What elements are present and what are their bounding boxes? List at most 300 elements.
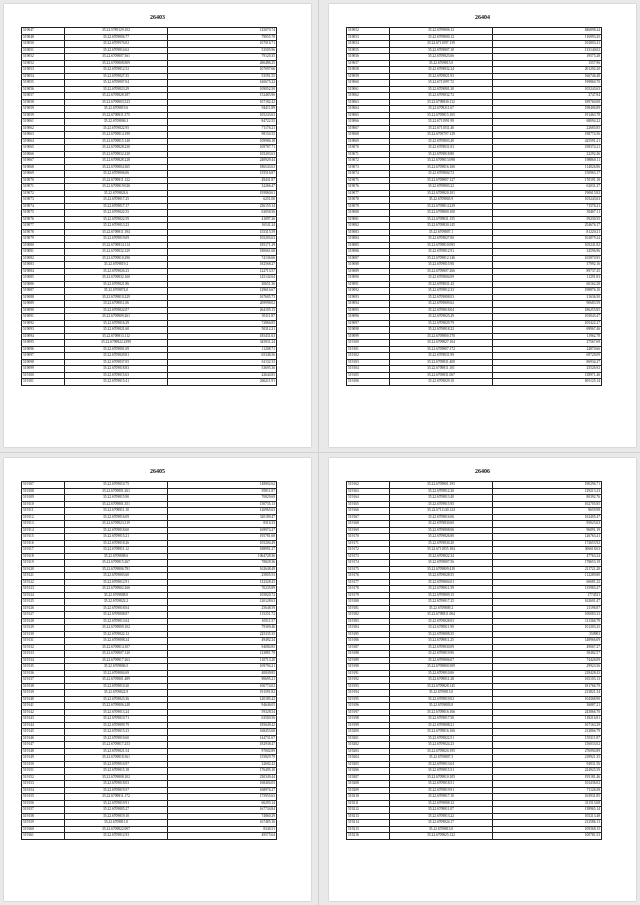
row-timestamp: 35.22.6709806.5: [65, 664, 168, 671]
row-timestamp: 35.22.6709804.09: [390, 275, 493, 282]
row-timestamp: 35.22.6709831.99: [390, 353, 493, 360]
row-amount: 109368.15: [493, 826, 602, 833]
row-timestamp: 35.22.6709830.09: [390, 644, 493, 651]
row-id: 519108: [22, 488, 65, 495]
row-id: 519146: [22, 735, 65, 742]
row-id: 519059: [22, 106, 65, 113]
ledger-table: [346, 481, 602, 840]
row-timestamp: 35.22.6709809.62: [390, 301, 493, 308]
row-amount: 79309.46: [168, 625, 277, 632]
row-timestamp: 35.22.6709822.9: [65, 690, 168, 697]
row-timestamp: 35.22.6709804.72: [390, 171, 493, 178]
row-amount: 74860.29: [168, 813, 277, 820]
row-id: 519084: [22, 268, 65, 275]
row-timestamp: 35.22.6709807.561: [65, 54, 168, 61]
row-timestamp: 35.22.6709810.229: [65, 294, 168, 301]
row-timestamp: 35.22.6709819.026: [65, 184, 168, 191]
row-amount: 266211.91: [168, 379, 277, 386]
row-timestamp: 35.22.6709819.09: [65, 236, 168, 243]
row-timestamp: 35.22.6709832.230: [65, 151, 168, 158]
row-amount: 58482.57: [493, 651, 602, 658]
row-id: 519112: [22, 514, 65, 521]
row-amount: 201292.20: [493, 67, 602, 74]
row-timestamp: 35.22.6709818.04: [65, 605, 168, 612]
row-id: 519170: [347, 534, 390, 541]
row-id: 519173: [347, 553, 390, 560]
row-timestamp: 35.22.6709808.102: [65, 774, 168, 781]
row-timestamp: 35.22.6709797.129: [390, 132, 493, 139]
row-amount: 211721.20: [493, 566, 602, 573]
row-timestamp: 35.22.6709807.266: [390, 268, 493, 275]
row-id: 519083: [347, 229, 390, 236]
row-amount: 138971.46: [493, 372, 602, 379]
row-amount: 276994.89: [493, 748, 602, 755]
row-timestamp: 35.22.6709808.0: [65, 592, 168, 599]
row-id: 519191: [347, 670, 390, 677]
page-title: 26404: [475, 15, 490, 21]
row-amount: 132328.43: [168, 579, 277, 586]
row-id: 519181: [347, 605, 390, 612]
row-timestamp: 35.22.6709822.95: [65, 125, 168, 132]
row-amount: 71176.21: [168, 125, 277, 132]
row-amount: 1774531: [493, 592, 602, 599]
row-id: 519211: [347, 800, 390, 807]
row-amount: 188991.27: [168, 547, 277, 554]
row-timestamp: 35.22.6709807.127: [390, 177, 493, 184]
row-timestamp: 35.22.6709828.228: [65, 158, 168, 165]
row-amount: 95811.87: [168, 488, 277, 495]
row-timestamp: 35.22.6709814.62: [65, 47, 168, 54]
row-timestamp: 35.22.6709827.104: [390, 340, 493, 347]
row-id: 519076: [22, 216, 65, 223]
row-timestamp: 35.22.6709819.91: [390, 787, 493, 794]
row-amount: 78828.36: [168, 560, 277, 567]
row-id: 519168: [347, 521, 390, 528]
row-amount: 175955.63: [168, 794, 277, 801]
row-amount: 36887.21: [493, 703, 602, 710]
row-amount: 311513.68: [493, 800, 602, 807]
row-timestamp: 35.22.6709818.26: [65, 540, 168, 547]
row-id: 519160: [22, 826, 65, 833]
row-id: 519214: [347, 820, 390, 827]
row-timestamp: 35.22.6709809.15: [390, 592, 493, 599]
row-id: 519120: [22, 566, 65, 573]
row-timestamp: 35.22.6709818.83: [65, 366, 168, 373]
row-timestamp: 35.22.5789129.102: [65, 28, 168, 35]
row-id: 519074: [347, 171, 390, 178]
table-row: [347, 833, 602, 840]
row-amount: 39467.11: [493, 210, 602, 217]
row-timestamp: 35.22.6709811.101: [390, 366, 493, 373]
row-timestamp: 35.22.6709806.07: [390, 657, 493, 664]
row-id: 519197: [347, 709, 390, 716]
row-amount: 167605.73: [168, 294, 277, 301]
row-timestamp: 35.22.6709826.23: [65, 268, 168, 275]
row-id: 519169: [347, 527, 390, 534]
row-amount: 24870.66: [493, 346, 602, 353]
row-timestamp: 35.22.6709806.06: [65, 171, 168, 178]
row-timestamp: 35.22.6709808.21: [390, 722, 493, 729]
row-id: 519196: [347, 703, 390, 710]
row-timestamp: 35.22.6709822.55: [65, 210, 168, 217]
row-amount: 236155.14: [168, 203, 277, 210]
row-amount: 70829.69: [168, 495, 277, 502]
row-amount: 168453.68: [168, 729, 277, 736]
row-amount: 102803.41: [493, 41, 602, 48]
row-id: 519216: [347, 833, 390, 840]
row-timestamp: 35.22.6709830.112: [390, 99, 493, 106]
row-id: 519086: [347, 249, 390, 256]
row-amount: 105243.63: [168, 112, 277, 119]
row-id: 519085: [22, 275, 65, 282]
row-amount: 6251.00: [168, 197, 277, 204]
row-timestamp: 35.22.6709837.05: [65, 359, 168, 366]
row-timestamp: 35.22.6709812.33: [390, 288, 493, 295]
row-id: 519111: [22, 508, 65, 515]
row-id: 519128: [22, 618, 65, 625]
row-timestamp: 35.22.6709812.91: [390, 249, 493, 256]
row-id: 519099: [347, 333, 390, 340]
row-amount: 172653.92: [493, 540, 602, 547]
row-amount: 60162.28: [493, 281, 602, 288]
row-id: 519065: [347, 112, 390, 119]
row-amount: 320189.47: [168, 514, 277, 521]
row-amount: 254676.17: [493, 223, 602, 230]
row-timestamp: 35.22.6709822.59: [65, 216, 168, 223]
row-amount: 198374.21: [493, 145, 602, 152]
row-timestamp: 35.22.6709821.60: [65, 327, 168, 334]
row-id: 519053: [22, 67, 65, 74]
row-amount: 59230.55: [493, 216, 602, 223]
row-timestamp: 35.22.6709803.523: [65, 99, 168, 106]
row-id: 519193: [347, 683, 390, 690]
row-id: 519066: [347, 119, 390, 126]
row-id: 519077: [347, 190, 390, 197]
row-id: 519140: [22, 696, 65, 703]
row-id: 519095: [347, 307, 390, 314]
row-id: 519068: [22, 164, 65, 171]
row-amount: 264105.13: [168, 307, 277, 314]
row-timestamp: 35.22.6709813.0: [390, 826, 493, 833]
row-amount: 186543.63: [168, 164, 277, 171]
row-id: 519060: [347, 80, 390, 87]
row-timestamp: 35.22.6709807.120: [65, 651, 168, 658]
row-amount: 169974.27: [168, 527, 277, 534]
row-timestamp: 35.22.6709803.40: [390, 138, 493, 145]
row-timestamp: 35.22.6709813.04: [65, 618, 168, 625]
row-amount: 94646.05: [168, 703, 277, 710]
row-amount: 104368.90: [493, 696, 602, 703]
row-timestamp: 35.22.6709811.194: [65, 229, 168, 236]
row-amount: 94411.89: [168, 106, 277, 113]
table-row: [347, 379, 602, 386]
row-id: 519051: [22, 47, 65, 54]
row-timestamp: 35.22.6709811.59: [390, 586, 493, 593]
row-amount: 150963.17: [493, 171, 602, 178]
row-timestamp: 35.22.6709811.10: [65, 508, 168, 515]
row-amount: 79120.35: [168, 54, 277, 61]
row-id: 519175: [347, 566, 390, 573]
row-amount: 167734.84: [168, 807, 277, 814]
row-amount: 126763.41: [493, 534, 602, 541]
row-amount: 155311.87: [493, 735, 602, 742]
row-amount: 19575.28: [493, 54, 602, 61]
row-timestamp: 35.22.6709807.04: [65, 80, 168, 87]
page-26403: [4, 4, 311, 447]
row-id: 519184: [347, 625, 390, 632]
row-amount: 167163.29: [493, 722, 602, 729]
row-id: 519094: [22, 333, 65, 340]
row-timestamp: 35.22.6709803.22: [390, 184, 493, 191]
row-timestamp: 35.22.6709809.410: [390, 566, 493, 573]
row-timestamp: 35.22.6709815.90: [390, 262, 493, 269]
row-id: 519207: [347, 774, 390, 781]
row-amount: 610675.22: [168, 80, 277, 87]
row-amount: 95023.63: [493, 521, 602, 528]
row-id: 519167: [347, 514, 390, 521]
row-timestamp: 35.22.6709813.22: [390, 813, 493, 820]
row-id: 519129: [22, 625, 65, 632]
row-id: 519057: [347, 60, 390, 67]
row-id: 519047: [22, 28, 65, 35]
row-timestamp: 35.22.6709813.0: [390, 690, 493, 697]
row-amount: 100781.53: [493, 833, 602, 840]
row-id: 519198: [347, 716, 390, 723]
row-timestamp: 35.22.6709810.75: [65, 482, 168, 489]
row-amount: 63569.56: [168, 716, 277, 723]
row-id: 519078: [347, 197, 390, 204]
row-id: 519210: [347, 794, 390, 801]
row-id: 519064: [347, 106, 390, 113]
row-timestamp: 35.22.6709825.49: [390, 314, 493, 321]
row-id: 519048: [22, 34, 65, 41]
row-timestamp: 35.22.6709811.122: [65, 177, 168, 184]
row-id: 519075: [347, 177, 390, 184]
row-amount: 350903: [493, 631, 602, 638]
row-amount: 105213.48: [493, 813, 602, 820]
row-id: 519161: [22, 833, 65, 840]
row-amount: 105243.63: [493, 86, 602, 93]
row-amount: 30651.36: [168, 281, 277, 288]
row-id: 519077: [22, 223, 65, 230]
row-id: 519110: [22, 501, 65, 508]
row-amount: 129213.23: [493, 488, 602, 495]
row-id: 519061: [347, 86, 390, 93]
row-timestamp: 35.22.6709806.12: [390, 28, 493, 35]
row-id: 519080: [22, 242, 65, 249]
row-amount: 213821.34: [493, 690, 602, 697]
row-timestamp: 35.22.6709807.172: [390, 346, 493, 353]
row-timestamp: 35.22.6709811.06: [65, 301, 168, 308]
row-id: 519137: [22, 677, 65, 684]
row-timestamp: 35.22.6709211.67: [390, 106, 493, 113]
row-timestamp: 35.22.6709800.12: [390, 34, 493, 41]
row-id: 519102: [347, 353, 390, 360]
row-amount: 96091.19: [493, 527, 602, 534]
row-timestamp: 35.22.6709820.195: [390, 748, 493, 755]
row-amount: 240929.44: [168, 158, 277, 165]
row-id: 519162: [347, 482, 390, 489]
row-amount: 129616.67: [168, 288, 277, 295]
row-id: 519055: [22, 80, 65, 87]
row-timestamp: 35.22.6711031.46: [390, 125, 493, 132]
row-timestamp: 35.22.6709828.230: [65, 145, 168, 152]
row-id: 519069: [347, 138, 390, 145]
row-amount: 105203.63: [168, 151, 277, 158]
row-timestamp: 35.22.6709821.86: [65, 281, 168, 288]
row-timestamp: 35.22.6709811.0: [65, 820, 168, 827]
row-amount: 41097.26: [168, 216, 277, 223]
row-amount: 25805.53: [168, 573, 277, 580]
row-amount: 122713.57: [168, 268, 277, 275]
row-timestamp: 35.22.6709812.146: [390, 255, 493, 262]
row-id: 519071: [347, 151, 390, 158]
row-timestamp: 35.22.6709809.79: [65, 722, 168, 729]
row-timestamp: 35.22.6709810.296: [65, 255, 168, 262]
row-timestamp: 35.22.6709807.10: [390, 47, 493, 54]
row-id: 519098: [347, 327, 390, 334]
row-id: 519138: [22, 683, 65, 690]
row-amount: 195181.46: [493, 774, 602, 781]
row-amount: 71126.58: [493, 787, 602, 794]
row-timestamp: 35.22.6709810.105: [390, 774, 493, 781]
row-id: 519183: [347, 618, 390, 625]
row-amount: 218921.35: [493, 755, 602, 762]
row-amount: 63058.56: [168, 210, 277, 217]
row-amount: 2747.84: [493, 93, 602, 100]
row-id: 519177: [347, 579, 390, 586]
row-id: 519096: [347, 314, 390, 321]
row-id: 519064: [22, 138, 65, 145]
row-timestamp: 35.22.6709817.253: [65, 742, 168, 749]
row-timestamp: 35.22.6709827.35: [65, 73, 168, 80]
row-id: 519092: [22, 320, 65, 327]
row-amount: 16541.24: [168, 223, 277, 230]
row-timestamp: 35.22.6709831.400: [390, 359, 493, 366]
row-timestamp: 35.22.6709821.54: [65, 748, 168, 755]
row-id: 519149: [22, 755, 65, 762]
row-id: 519178: [347, 586, 390, 593]
row-amount: 105243.63: [493, 197, 602, 204]
row-timestamp: 35.22.6709815.105: [390, 112, 493, 119]
row-amount: 133140.02: [493, 47, 602, 54]
row-timestamp: 35.22.6709828.03: [390, 618, 493, 625]
row-amount: 107182.42: [168, 99, 277, 106]
row-timestamp: 35.22.6709831.067: [390, 372, 493, 379]
row-amount: 168404.05: [168, 781, 277, 788]
row-amount: 49431.87: [168, 177, 277, 184]
row-id: 519121: [22, 573, 65, 580]
row-amount: 105043.47: [493, 314, 602, 321]
row-amount: 22292.46: [493, 151, 602, 158]
row-amount: 49067.27: [493, 644, 602, 651]
row-amount: 74426.09: [493, 657, 602, 664]
row-id: 519091: [347, 281, 390, 288]
row-timestamp: 35.22.6709809.102: [65, 625, 168, 632]
row-timestamp: 35.22.6709829.10: [390, 379, 493, 386]
row-timestamp: 35.22.6709823.36: [65, 696, 168, 703]
row-amount: 145142.64: [168, 275, 277, 282]
row-id: 519122: [22, 579, 65, 586]
row-amount: 53695.36: [168, 366, 277, 373]
row-amount: 198860.11: [493, 158, 602, 165]
row-amount: 102879.24: [493, 236, 602, 243]
row-id: 519204: [347, 755, 390, 762]
row-id: 519105: [347, 372, 390, 379]
row-id: 519109: [22, 495, 65, 502]
table-row: [22, 833, 277, 840]
row-id: 519059: [22, 112, 65, 119]
row-timestamp: 35.22.6709826.80: [390, 534, 493, 541]
row-id: 519134: [22, 657, 65, 664]
row-timestamp: 35.22.6709816.29: [65, 320, 168, 327]
row-amount: 1064728.36: [168, 553, 277, 560]
row-timestamp: 35.22.6709824.23: [390, 742, 493, 749]
row-amount: 34596.96: [493, 249, 602, 256]
row-amount: 195860.61: [168, 190, 277, 197]
row-amount: 190615.82: [493, 190, 602, 197]
row-timestamp: 35.22.6709802.266: [65, 586, 168, 593]
row-timestamp: 35.22.6709822.12: [65, 631, 168, 638]
row-id: 519141: [22, 703, 65, 710]
row-amount: 185171.29: [168, 242, 277, 249]
row-id: 519054: [347, 41, 390, 48]
row-amount: 138965.14: [493, 807, 602, 814]
row-amount: 225335.35: [168, 631, 277, 638]
row-id: 519062: [347, 93, 390, 100]
row-id: 519079: [22, 236, 65, 243]
row-id: 519171: [347, 540, 390, 547]
row-amount: 155315.59: [168, 229, 277, 236]
row-id: 519154: [22, 787, 65, 794]
row-amount: 49492.24: [168, 638, 277, 645]
row-id: 519158: [22, 813, 65, 820]
row-id: 519055: [347, 47, 390, 54]
row-timestamp: 35.22.6709811.28: [390, 677, 493, 684]
row-timestamp: 35.22.6709801.261: [65, 488, 168, 495]
row-amount: 112289.80: [493, 573, 602, 580]
row-amount: 185649.42: [168, 722, 277, 729]
row-id: 519164: [347, 495, 390, 502]
row-amount: 199860.70: [493, 80, 602, 87]
row-amount: 212866.79: [493, 729, 602, 736]
row-amount: 8340.51: [168, 826, 277, 833]
row-id: 519133: [22, 651, 65, 658]
row-timestamp: 35.22.6709814.114: [65, 242, 168, 249]
row-id: 519107: [22, 482, 65, 489]
row-timestamp: 35.22.6709811.12: [65, 547, 168, 554]
row-amount: 8316.33: [168, 521, 277, 528]
page-26404: [329, 4, 636, 447]
row-id: 519131: [22, 638, 65, 645]
row-id: 519052: [22, 54, 65, 61]
row-timestamp: 35.22.6709822.07: [65, 307, 168, 314]
row-amount: 155516.87: [168, 171, 277, 178]
row-id: 519144: [22, 722, 65, 729]
row-id: 519079: [347, 203, 390, 210]
row-id: 519123: [22, 586, 65, 593]
row-timestamp: 35.22.6709808.06: [390, 527, 493, 534]
row-id: 519206: [347, 768, 390, 775]
row-id: 519166: [347, 508, 390, 515]
row-amount: 198406.89: [493, 106, 602, 113]
row-amount: 25648.59: [168, 605, 277, 612]
row-amount: 189760.08: [493, 99, 602, 106]
row-id: 519113: [22, 521, 65, 528]
row-timestamp: 35.22.6709815.63: [65, 372, 168, 379]
row-id: 519095: [22, 340, 65, 347]
row-timestamp: 35.22.6709819.10: [65, 813, 168, 820]
